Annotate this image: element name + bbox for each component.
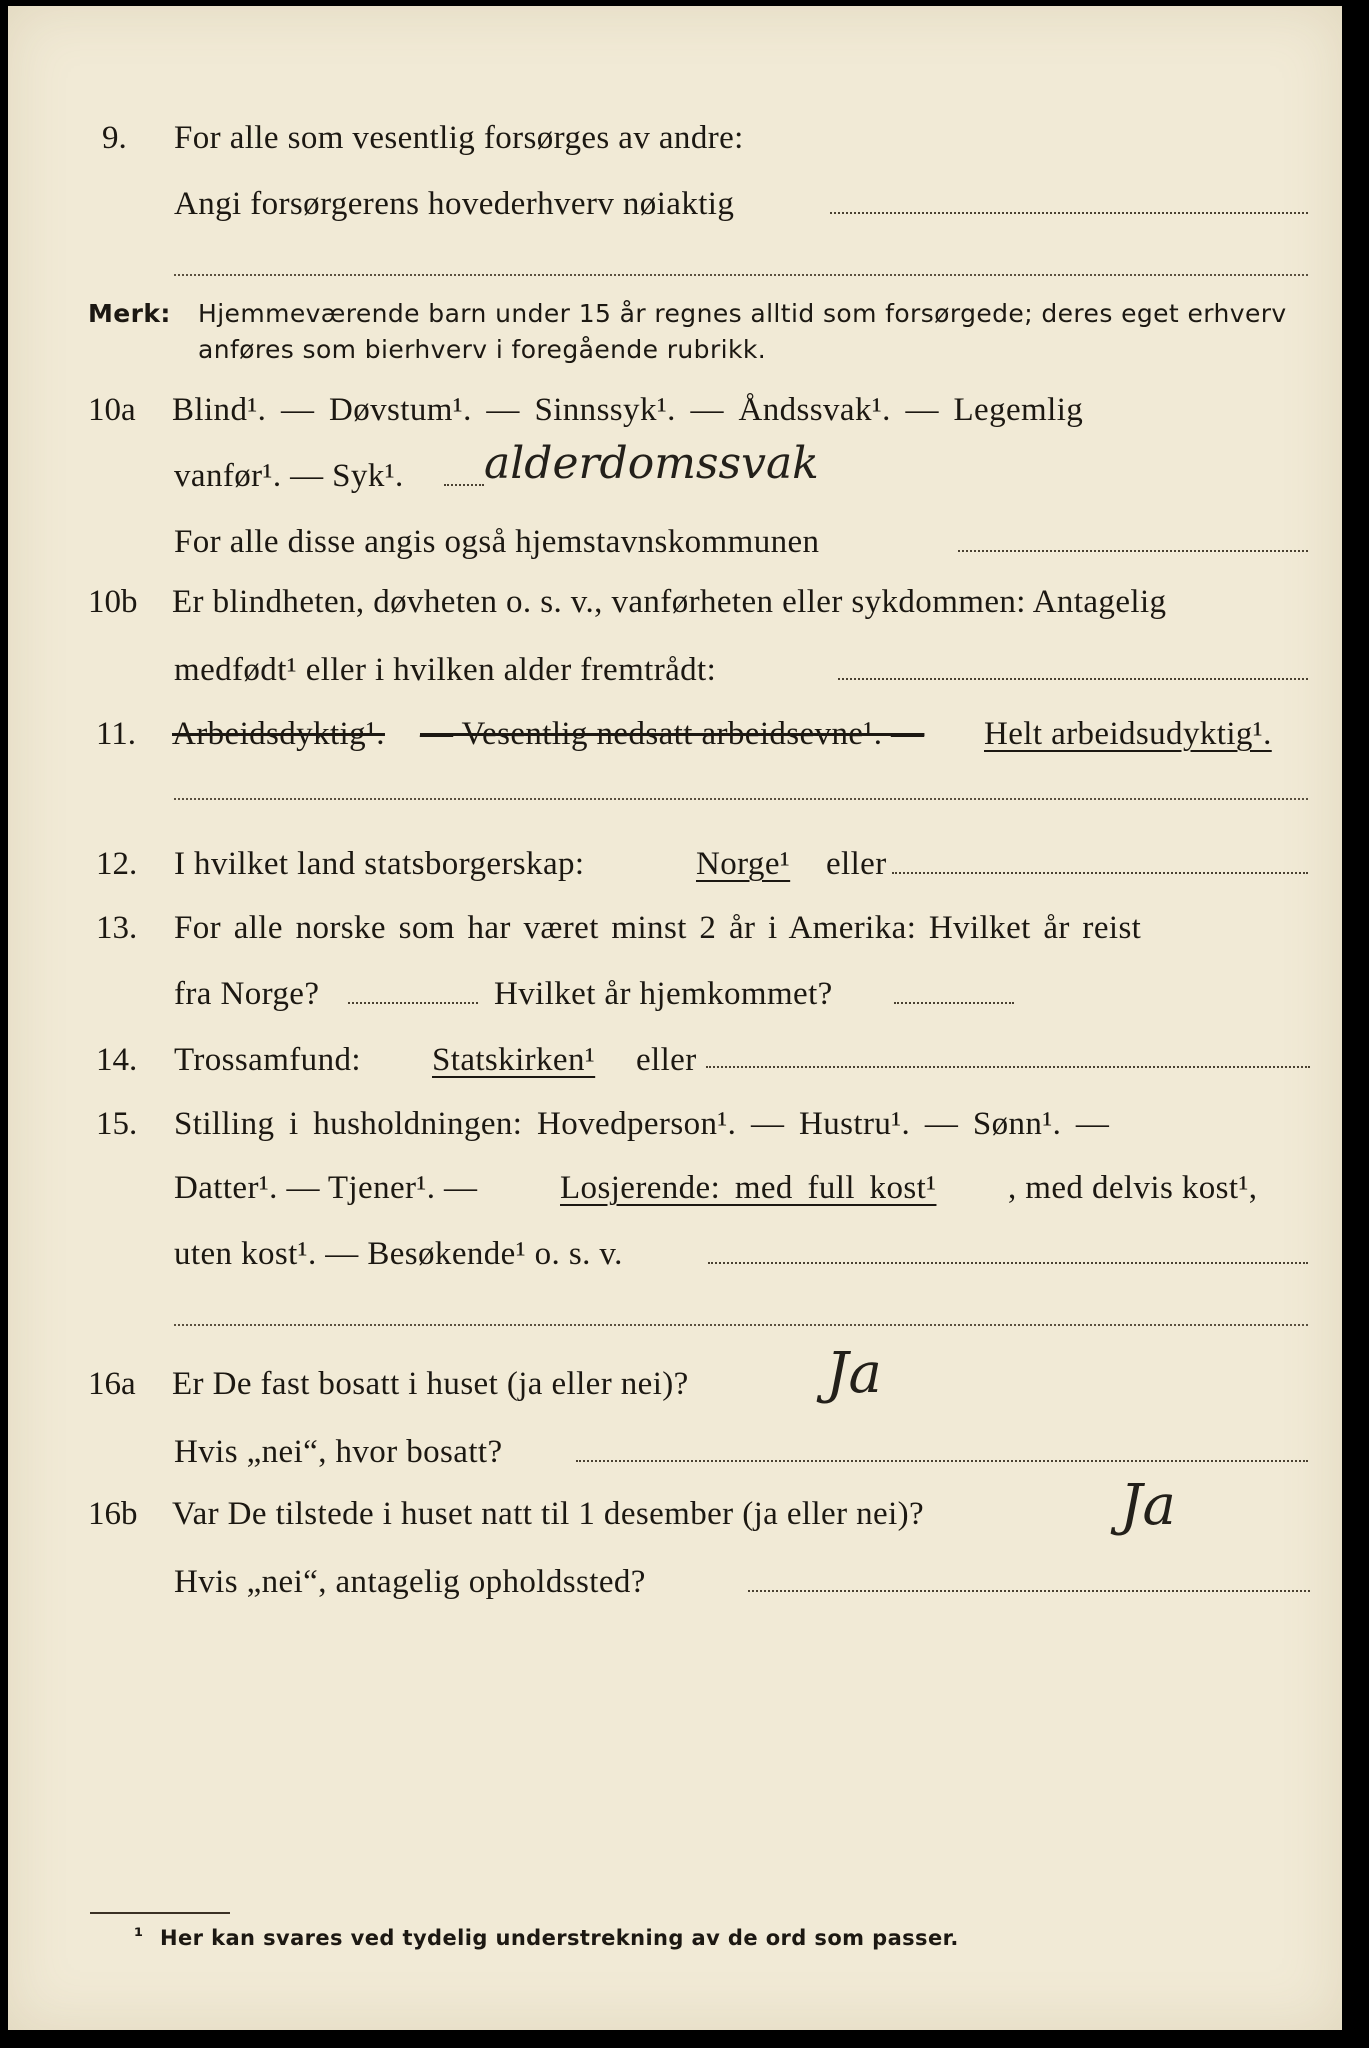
q14-answer-line [706,1066,1310,1068]
q10b-number: 10b [88,584,138,620]
q16a-line2: Hvis „nei“, hvor bosatt? [174,1434,503,1470]
footnote-mark: ¹ [134,1924,144,1948]
q10a-line3: For alle disse angis også hjemstavnskommunen [174,524,820,560]
q9-line1: For alle som vesentlig forsørges av andre: [174,120,744,156]
q9-line2: Angi forsørgerens hovederhverv nøiaktig [174,186,735,222]
q10a-answer-line [444,484,484,486]
q13-line2b: Hvilket år hjemkommet? [494,976,833,1012]
merk-line1: Hjemmeværende barn under 15 år regnes alltid som forsørgede; deres eget erhverv [198,299,1287,328]
q11-option-nedsatt: — Vesentlig nedsatt arbeidsevne¹. — [420,716,925,752]
q10a-hjemstavn-line [958,550,1308,552]
footnote-divider [90,1912,230,1914]
q13-line1: For alle norske som har været minst 2 år i Amerika: Hvilket år reist [174,910,1142,946]
q16a-number: 16a [88,1366,136,1402]
q9-number: 9. [102,120,127,156]
q9-answer-line-2 [174,274,1308,276]
q15-answer-line [708,1262,1308,1264]
q14-number: 14. [96,1042,138,1078]
q12-choice-norge: Norge¹ [696,846,791,882]
q15-line3: uten kost¹. — Besøkende¹ o. s. v. [174,1236,623,1272]
q15-answer-line-2 [174,1324,1308,1326]
q16b-handwritten-answer: Ja [1120,1473,1176,1538]
q11-option-udyktig: Helt arbeidsudyktig¹. [984,716,1272,752]
q16a-line1: Er De fast bosatt i huset (ja eller nei)? [172,1366,689,1402]
q12-answer-line [892,872,1308,874]
q10a-line1: Blind¹. — Døvstum¹. — Sinnssyk¹. — Åndssvak¹. — Legemlig [172,392,1084,428]
census-form-page [8,6,1342,2030]
q14-text: Trossamfund: [174,1042,361,1078]
q10a-line2: vanfør¹. — Syk¹. [174,458,404,494]
q9-answer-line [830,212,1308,214]
q16a-answer-line [576,1460,1308,1462]
q13-number: 13. [96,910,138,946]
q10b-line2: medfødt¹ eller i hvilken alder fremtrådt: [174,652,717,688]
q10a-handwritten-answer: alderdomssvak [484,438,819,489]
q16b-number: 16b [88,1496,138,1532]
q15-number: 15. [96,1106,138,1142]
q10b-line1: Er blindheten, døvheten o. s. v., vanførheten eller sykdommen: Antagelig [172,584,1167,620]
q13-hjemkommet-line [894,1002,1014,1004]
q15-line2a: Datter¹. — Tjener¹. — [174,1170,478,1206]
q16b-answer-line [748,1590,1310,1592]
q13-line2a: fra Norge? [174,976,320,1012]
q10b-answer-line [838,678,1308,680]
q15-choice-losjerende: Losjerende: med full kost¹ [560,1170,937,1206]
q12-number: 12. [96,846,138,882]
q13-reist-line [348,1002,478,1004]
q15-line1: Stilling i husholdningen: Hovedperson¹. — Hustru¹. — Sønn¹. — [174,1106,1110,1142]
q15-line2c: , med delvis kost¹, [1008,1170,1258,1206]
q12-tail: eller [826,846,887,882]
q12-text: I hvilket land statsborgerskap: [174,846,585,882]
q10a-number: 10a [88,392,136,428]
q16a-handwritten-answer: Ja [826,1341,882,1406]
merk-line2: anføres som bierhverv i foregående rubrikk. [198,335,767,364]
footnote-text: Her kan svares ved tydelig understrekning av de ord som passer. [160,1926,959,1950]
merk-label: Merk: [88,299,171,328]
q11-option-arbeidsdyktig: Arbeidsdyktig¹. [172,716,385,752]
q16b-line1: Var De tilstede i huset natt til 1 desember (ja eller nei)? [172,1496,925,1532]
q14-tail: eller [636,1042,697,1078]
q16b-line2: Hvis „nei“, antagelig opholdssted? [174,1564,646,1600]
q11-number: 11. [96,716,137,752]
q14-choice-statskirken: Statskirken¹ [432,1042,596,1078]
q11-answer-line [174,798,1308,800]
